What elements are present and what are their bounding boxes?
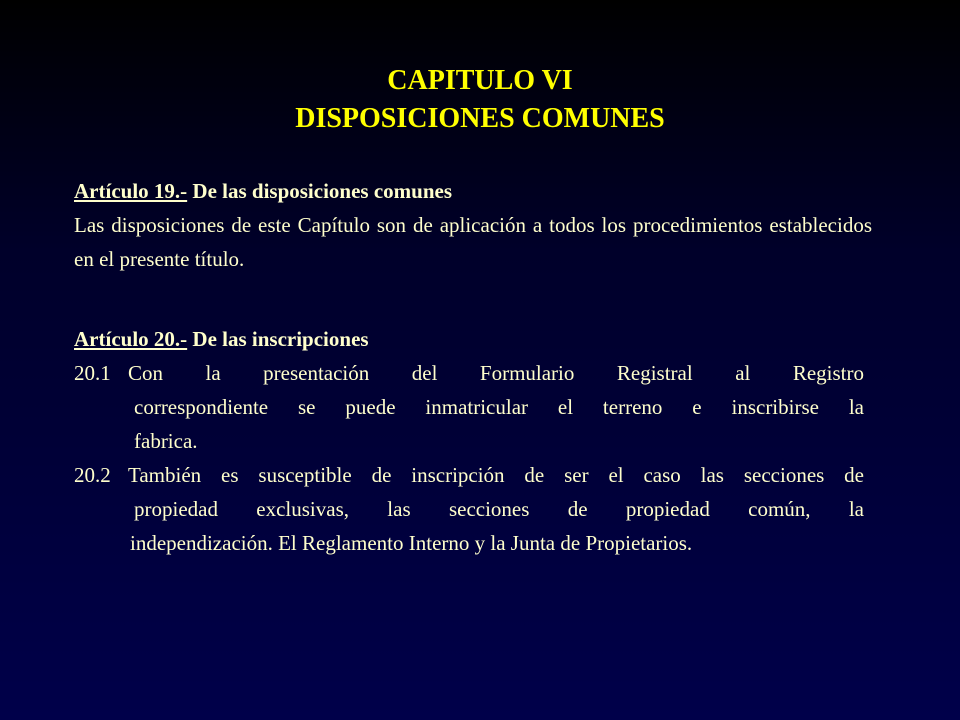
slide-title	[0, 62, 960, 138]
list-item	[74, 356, 872, 458]
article-19-number: Artículo 19.-	[74, 179, 188, 203]
article-19-body: Las disposiciones de este Capítulo son de aplicación a todos los procedimientos establecidos en el presente título.	[74, 213, 872, 271]
item-line: También es susceptible de inscripción de ser el caso las secciones de	[128, 463, 864, 487]
item-line: propiedad exclusivas, las secciones de propiedad común, la	[134, 497, 864, 521]
article-20	[74, 322, 872, 560]
article-20-number: Artículo 20.-	[74, 327, 188, 351]
item-line: independización. El Reglamento Interno y la Junta de Propietarios.	[130, 531, 693, 555]
item-number: 20.2	[74, 463, 111, 487]
chapter-title: DISPOSICIONES COMUNES	[295, 103, 665, 134]
article-20-title: De las inscripciones	[187, 327, 369, 351]
item-line: fabrica.	[134, 429, 198, 453]
item-number: 20.1	[74, 361, 111, 385]
chapter-number: CAPITULO VI	[387, 65, 573, 96]
article-20-heading	[74, 322, 872, 356]
list-item	[74, 458, 872, 560]
article-19-heading	[74, 174, 872, 208]
item-line: correspondiente se puede inmatricular el terreno e inscribirse la	[134, 395, 864, 419]
article-19-title: De las disposiciones comunes	[187, 179, 453, 203]
article-19	[74, 174, 872, 276]
item-line: Con la presentación del Formulario Registral al Registro	[128, 361, 864, 385]
